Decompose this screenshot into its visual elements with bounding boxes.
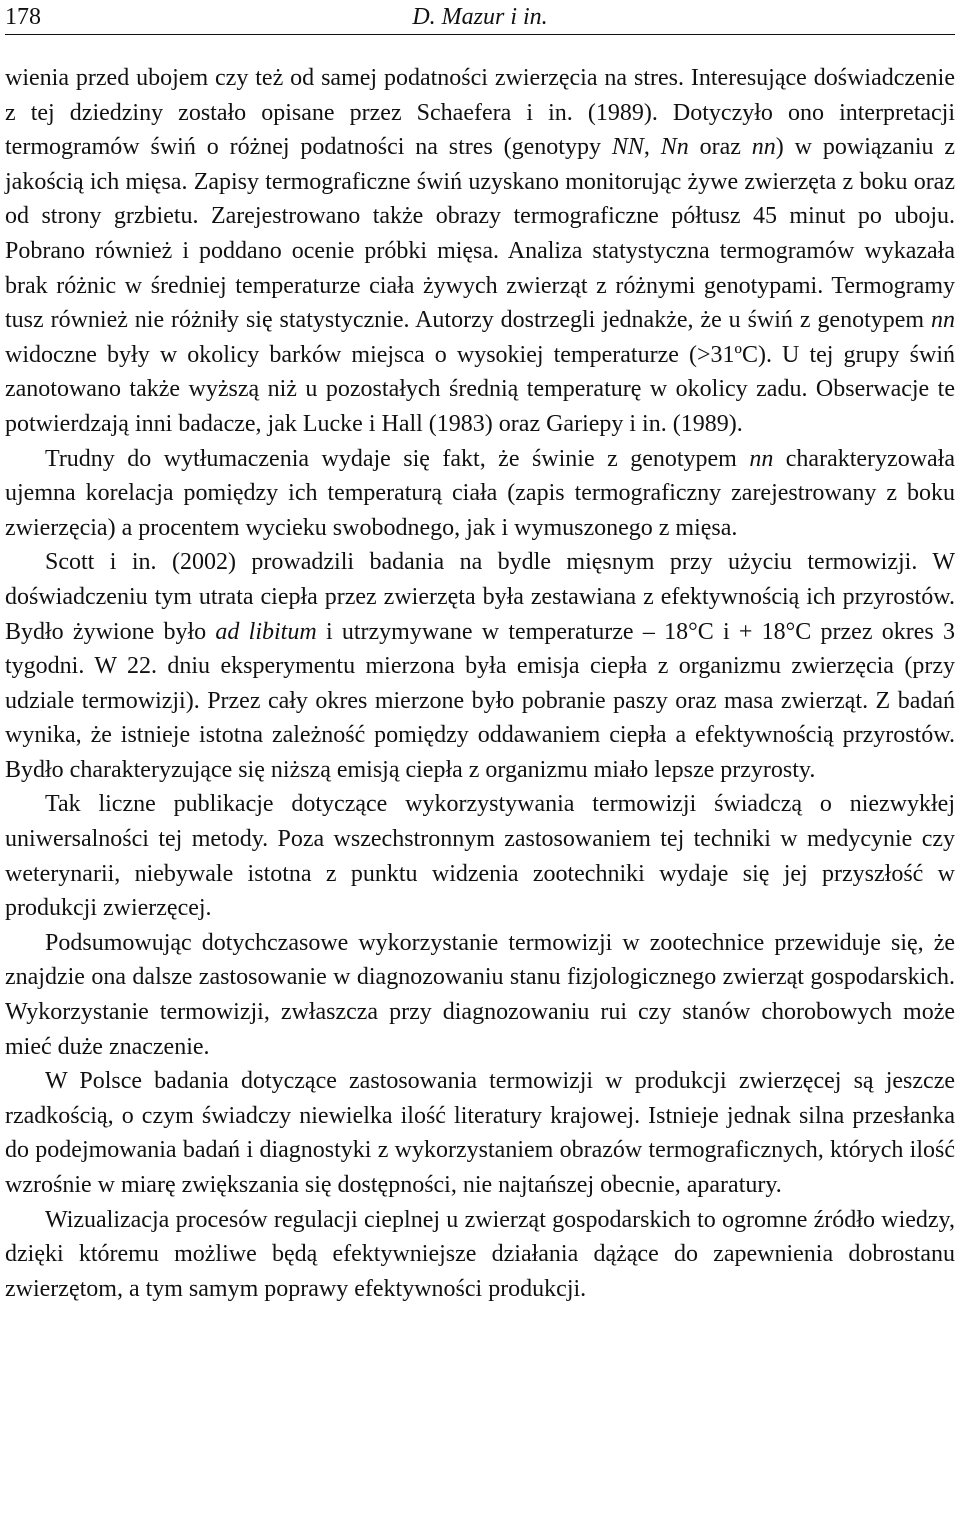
text-run: ) w powiązaniu z jakością ich mięsa. Zapisy termograficzne świń uzyskano monitorując żywe zwierzęta z boku oraz od strony grzbietu. Zarejestrowano także obrazy termograficzne półtusz 45 minut po uboju. Pobrano również i poddano ocenie próbki mięsa. Analiza statystyczna termogramów wykazała brak różnic w średniej temperaturze ciała żywych zwierząt z różnymi genotypami. Termogramy tusz również nie różniły się statystycznie. Autorzy dostrzegli jednakże, że u świń z genotypem — [5, 134, 956, 334]
italic-text: nn — [751, 134, 776, 161]
text-run: Trudny do wytłumaczenia wydaje się fakt, że świnie z genotypem — [45, 445, 750, 472]
paragraph — [5, 442, 955, 546]
text-run: wienia przed ubojem czy też od samej podatności zwierzęcia na stres. Interesujące doświadczenie z tej dziedziny zostało opisane przez Schaefera i in. (1989). Dotyczyło ono interpretacji termogramów świń o różnej podatności na stres (genotypy — [5, 65, 955, 161]
text-run: charakteryzowała ujemna korelacja pomiędzy ich temperaturą ciała (zapis termograficzny zarejestrowany z boku zwierzęcia) a procentem wycieku swobodnego, jak i wymuszonego z mięsa. — [5, 445, 956, 541]
page-header — [5, 0, 955, 35]
paragraph — [5, 545, 955, 787]
text-run: Podsumowując dotychczasowe wykorzystanie termowizji w zootechnice przewiduje się, że znajdzie ona dalsze zastosowanie w diagnozowaniu stanu fizjologicznego zwierząt gospodarskich. Wykorzystanie termowizji, zwłaszcza przy diagnozowaniu rui czy stanów chorobowych może mieć duże znaczenie. — [5, 929, 955, 1060]
text-run: oraz — [688, 134, 752, 161]
text-run: i utrzymywane w temperaturze – 18°C i + 18°C przez okres 3 tygodni. W 22. dniu eksperymentu mierzona była emisja ciepła z organizmu zwierzęcia (przy udziale termowizji). Przez cały okres mierzone było pobranie paszy oraz masa zwierząt. Z badań wynika, że istnieje istotna zależność pomiędzy oddawaniem ciepła a efektywnością przyrostów. Bydło charakteryzujące się niższą emisją ciepła z organizmu miało lepsze przyrosty. — [5, 618, 955, 783]
paragraph — [5, 1064, 955, 1202]
text-run: Tak liczne publikacje dotyczące wykorzystywania termowizji świadczą o niezwykłej uniwersalności tej metody. Poza wszechstronnym zastosowaniem tej techniki w medycynie czy weterynarii, niebywale istotna z punktu widzenia zootechniki wydaje się jej przyszłość w produkcji zwierzęcej. — [5, 791, 955, 922]
body-text — [5, 61, 955, 1306]
text-run: Wizualizacja procesów regulacji cieplnej u zwierząt gospodarskich to ogromne źródło wiedzy, dzięki któremu możliwe będą efektywniejsze działania dążące do zapewnienia dobrostanu zwierzętom, a tym samym poprawy efektywności produkcji. — [5, 1206, 955, 1302]
paragraph — [5, 1203, 955, 1307]
italic-text: nn — [749, 445, 774, 472]
italic-text: ad libitum — [215, 618, 317, 645]
paragraph — [5, 61, 955, 442]
page-number: 178 — [5, 4, 41, 30]
paragraph — [5, 787, 955, 925]
text-run: , — [643, 134, 661, 161]
italic-text: nn — [931, 307, 955, 334]
running-title: D. Mazur i in. — [412, 4, 548, 30]
text-run: W Polsce badania dotyczące zastosowania termowizji w produkcji zwierzęcej są jeszcze rzadkością, o czym świadczy niewielka ilość literatury krajowej. Istnieje jednak silna przesłanka do podejmowania badań i diagnostyki z wykorzystaniem obrazów termograficznych, których ilość wzrośnie w miarę zwiększania się dostępności, nie najtańszej obecnie, aparatury. — [5, 1068, 955, 1198]
paragraph — [5, 926, 955, 1064]
text-run: Scott i in. (2002) prowadzili badania na bydle mięsnym przy użyciu termowizji. W doświadczeniu tym utrata ciepła przez zwierzęta była zestawiana z efektywnością ich przyrostów. Bydło żywione było — [5, 549, 955, 645]
italic-text: Nn — [660, 134, 689, 161]
text-run: widoczne były w okolicy barków miejsca o wysokiej temperaturze (>31ºC). U tej grupy świń zanotowano także wyższą niż u pozostałych średnią temperaturę w okolicy zadu. Obserwacje te potwierdzają inni badacze, jak Lucke i Hall (1983) oraz Gariepy i in. (1989). — [5, 341, 955, 437]
italic-text: NN — [611, 134, 644, 161]
